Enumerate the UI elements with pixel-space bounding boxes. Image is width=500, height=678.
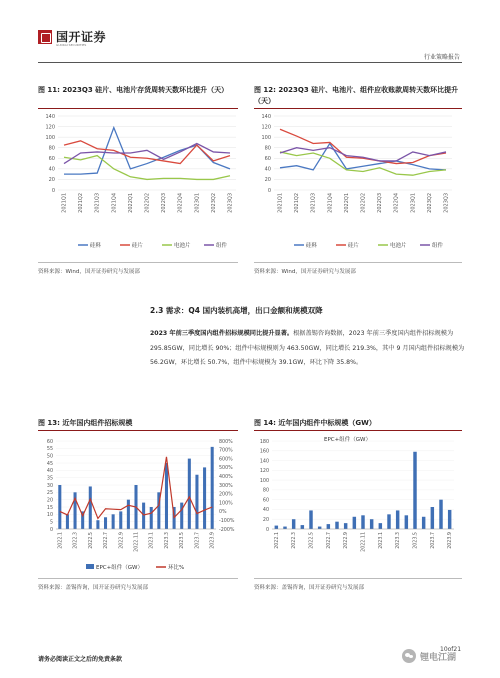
header-divider: [38, 62, 462, 63]
footer-disclaimer: 请务必阅读正文之后的免责条款: [38, 656, 123, 663]
fig13-bar: [150, 507, 153, 529]
fig13-xtick-label: 2023.5: [180, 532, 186, 549]
fig12-legend-label: 电池片: [390, 243, 407, 249]
fig11-xtick-label: 2021Q4: [111, 193, 118, 213]
fig12-title-number: 图 12:: [254, 86, 276, 94]
fig11-xtick-label: 2021Q2: [78, 193, 85, 213]
fig14-bar: [448, 510, 451, 529]
fig14-bar: [413, 452, 416, 529]
fig11-xtick-label: 2021Q1: [61, 193, 68, 213]
fig13-ytick-label: 0: [49, 527, 53, 533]
fig11-title-number: 图 11:: [38, 86, 60, 94]
fig12-ytick-label: 60: [264, 156, 271, 163]
fig12-series-line-2: [280, 152, 446, 175]
fig14-xtick-label: 2022.5: [309, 532, 315, 549]
fig14-bar: [387, 514, 390, 529]
fig11-legend-label: 硅料: [90, 243, 102, 249]
fig12-source: 资料来源：Wind，国开证券研究与发展部: [254, 269, 356, 275]
fig13-y2tick-label: 500%: [219, 466, 233, 472]
fig13-bar: [96, 520, 99, 529]
fig14-xtick-label: 2023.5: [413, 532, 419, 549]
fig13-xtick-label: 2022.7: [104, 532, 110, 549]
fig14-bottom-rule: [254, 578, 462, 579]
fig12-legend-label: 硅片: [348, 243, 360, 249]
fig13-bar: [66, 514, 69, 529]
fig12-ytick-label: 120: [261, 124, 271, 131]
fig13-legend-label: 环比%: [168, 564, 185, 571]
fig11-source: 资料来源：Wind，国开证券研究与发展部: [38, 269, 140, 275]
fig13-xtick-label: 2023.7: [195, 532, 201, 549]
fig13-xtick-label: 2022.9: [119, 532, 125, 549]
fig14-title-number: 图 14:: [254, 419, 276, 427]
report-type: 行业策略报告: [423, 54, 460, 61]
fig11-title-rule: [38, 108, 238, 109]
fig13-bar: [119, 511, 122, 529]
fig13-xtick-label: 2022.1: [58, 532, 64, 549]
fig14-ytick-label: 80: [262, 488, 269, 494]
fig13-ytick-label: 35: [46, 476, 53, 482]
fig11-title-text: 2023Q3 硅片、电池片存货周转天数环比提升（天）: [62, 86, 229, 94]
fig14-bar: [318, 527, 321, 529]
fig14-bar: [439, 500, 442, 529]
fig14-title-rule: [254, 430, 462, 431]
fig14-xtick-label: 2022.7: [326, 532, 332, 549]
paragraph-body: 根据盖锡咨询数据，2023 年前三季度国内组件招标规模为 295.85GW，同比增长 90%；组件中标规模则为 463.50GW，同比增长 219.3%，其中 9 月国内组件招标规模为 56.2GW，环比增长 50.7%，组件中标规模为 39.1GW，环比下降 35.8%。: [150, 330, 465, 366]
fig12-ytick-label: 100: [261, 134, 271, 141]
fig11-ytick-label: 140: [45, 113, 55, 120]
fig12-xtick-label: 2021Q3: [310, 193, 317, 213]
fig14-bar: [396, 510, 399, 529]
fig14-bar: [283, 527, 286, 529]
fig11-xtick-label: 2023Q1: [194, 193, 201, 213]
fig11-ytick-label: 0: [51, 187, 55, 194]
fig11-legend-label: 电池片: [174, 243, 191, 249]
fig14-xtick-label: 2022.9: [344, 532, 350, 549]
fig13-y2tick-label: 400%: [219, 475, 233, 480]
fig14-ytick-label: 40: [262, 508, 269, 514]
fig13-bar: [211, 447, 214, 529]
fig13-ytick-label: 30: [46, 483, 53, 489]
fig12-xtick-label: 2023Q1: [410, 193, 417, 213]
fig12-bottom-rule: [254, 262, 462, 263]
brand-name: 国开证券: [56, 30, 107, 44]
fig14-bar: [405, 515, 408, 529]
page-number: 10of21: [440, 646, 462, 653]
fig11-title: [38, 85, 238, 96]
fig14-bar: [344, 523, 347, 529]
fig12-ytick-label: 0: [267, 187, 271, 194]
fig14-ytick-label: 100: [259, 478, 269, 484]
fig13-title-rule: [38, 430, 238, 431]
brand-subtitle: GUOKAI SECURITIES: [56, 43, 87, 47]
fig13-bar: [58, 485, 61, 529]
wechat-icon: [402, 649, 416, 663]
fig12-xtick-label: 2022Q3: [377, 193, 384, 213]
fig13-xtick-label: 2022.11: [134, 532, 140, 552]
fig12-ytick-label: 40: [264, 166, 271, 173]
page-header: [0, 0, 500, 62]
fig12-xtick-label: 2022Q1: [343, 193, 350, 213]
fig14-ytick-label: 180: [259, 439, 269, 445]
fig12-title: [254, 85, 464, 107]
fig13-ytick-label: 20: [46, 498, 53, 504]
fig13-xtick-label: 2022.5: [88, 532, 94, 549]
fig11-series-line-2: [64, 156, 230, 180]
fig13-title: [38, 418, 238, 429]
fig14-bar: [361, 515, 364, 529]
fig13-bar: [104, 517, 107, 529]
fig11-chart: [38, 110, 243, 260]
fig13-bar: [127, 500, 130, 529]
fig13-y2tick-label: 100%: [219, 501, 233, 507]
fig13-y2tick-label: 600%: [219, 457, 233, 463]
fig14-bar: [309, 510, 312, 529]
fig12-ytick-label: 20: [264, 177, 271, 184]
fig14-title: [254, 418, 462, 429]
fig14-ytick-label: 140: [259, 459, 269, 465]
fig14-bar: [422, 517, 425, 529]
fig14-chart: [254, 433, 464, 575]
section-heading: 2.3 需求：Q4 国内装机高增，出口金额和规模双降: [150, 306, 323, 315]
fig13-bar: [142, 503, 145, 529]
fig11-ytick-label: 120: [45, 124, 55, 131]
fig13-ytick-label: 5: [49, 520, 53, 526]
fig12-xtick-label: 2021Q1: [277, 193, 284, 213]
fig13-y2tick-label: 0%: [219, 510, 227, 516]
fig11-ytick-label: 20: [48, 177, 55, 184]
fig14-source: 资料来源：盖锡咨询，国开证券研究与发展部: [254, 585, 365, 591]
fig11-xtick-label: 2022Q2: [144, 193, 151, 213]
fig14-bar: [301, 525, 304, 529]
fig13-ytick-label: 60: [46, 439, 53, 445]
fig11-ytick-label: 60: [48, 156, 55, 163]
fig14-ytick-label: 0: [265, 527, 269, 533]
fig11-bottom-rule: [38, 262, 238, 263]
paragraph-lead: 2023 年前三季度国内组件招标规模同比提升显著。: [150, 330, 294, 337]
fig11-legend-label: 硅片: [132, 243, 144, 249]
fig13-title-number: 图 13:: [38, 419, 60, 427]
fig12-xtick-label: 2023Q2: [426, 193, 433, 213]
fig13-y2tick-label: 700%: [219, 448, 233, 454]
fig11-ytick-label: 80: [48, 145, 55, 152]
fig13-legend-swatch: [86, 564, 94, 569]
watermark: [402, 648, 482, 664]
fig14-bar: [370, 519, 373, 529]
fig14-bar: [379, 523, 382, 529]
fig12-title-text: 2023Q3 硅片、电池片、组件应收账款周转天数环比提升（天）: [254, 86, 459, 105]
fig14-xtick-label: 2023.3: [396, 532, 402, 549]
fig14-xtick-label: 2023.9: [448, 532, 454, 549]
fig14-bar: [431, 507, 434, 529]
fig14-legend-label: EPC+组件（GW）: [324, 437, 371, 443]
fig13-bar: [180, 503, 183, 529]
fig13-xtick-label: 2023.1: [149, 532, 155, 549]
fig13-xtick-label: 2023.9: [210, 532, 216, 549]
fig13-ytick-label: 15: [46, 505, 53, 511]
fig13-y2tick-label: 300%: [219, 483, 233, 489]
fig13-y2tick-label: -100%: [219, 519, 235, 524]
fig11-legend-label: 组件: [216, 243, 228, 249]
fig14-xtick-label: 2022.3: [292, 532, 298, 549]
fig14-xtick-label: 2023.7: [430, 532, 436, 549]
fig13-bar: [89, 486, 92, 529]
fig13-bar: [112, 514, 115, 529]
fig14-bar: [327, 524, 330, 529]
fig13-ytick-label: 55: [46, 447, 53, 453]
fig13-bar: [165, 463, 168, 529]
fig13-y2tick-label: 200%: [219, 492, 233, 498]
fig11-xtick-label: 2022Q4: [177, 193, 184, 213]
fig13-ytick-label: 25: [46, 491, 53, 497]
fig12-xtick-label: 2022Q4: [393, 193, 400, 213]
watermark-text: 锂电江湖: [420, 652, 457, 663]
fig13-bottom-rule: [38, 578, 238, 579]
fig13-xtick-label: 2023.3: [164, 532, 170, 549]
fig13-ytick-label: 45: [46, 461, 53, 467]
fig14-ytick-label: 60: [262, 498, 269, 504]
fig11-xtick-label: 2021Q3: [94, 193, 101, 213]
fig13-y2tick-label: 800%: [219, 439, 233, 445]
body-paragraph: [150, 327, 468, 371]
fig13-ytick-label: 40: [46, 469, 53, 475]
fig12-ytick-label: 80: [264, 145, 271, 152]
fig13-chart: [38, 433, 243, 575]
fig13-xtick-label: 2022.3: [73, 532, 79, 549]
fig14-xtick-label: 2022.11: [361, 532, 367, 552]
fig12-title-rule: [254, 108, 462, 109]
fig14-xtick-label: 2022.1: [274, 532, 280, 549]
fig12-xtick-label: 2022Q2: [360, 193, 367, 213]
fig12-xtick-label: 2021Q4: [327, 193, 334, 213]
fig13-source: 资料来源：盖锡咨询，国开证券研究与发展部: [38, 585, 149, 591]
fig14-bar: [335, 522, 338, 529]
fig13-ytick-label: 50: [46, 454, 53, 460]
fig14-xtick-label: 2023.1: [378, 532, 384, 549]
fig11-xtick-label: 2022Q1: [127, 193, 134, 213]
fig13-bar: [203, 467, 206, 529]
fig14-bar: [292, 519, 295, 529]
fig12-xtick-label: 2023Q3: [443, 193, 450, 213]
fig11-xtick-label: 2023Q3: [227, 193, 234, 213]
fig14-ytick-label: 160: [259, 449, 269, 455]
fig14-ytick-label: 20: [262, 518, 269, 524]
fig11-xtick-label: 2023Q2: [210, 193, 217, 213]
fig11-ytick-label: 100: [45, 134, 55, 141]
fig13-bar: [195, 475, 198, 529]
fig14-bar: [353, 517, 356, 529]
fig12-ytick-label: 140: [261, 113, 271, 120]
fig12-chart: [254, 110, 464, 260]
fig12-legend-label: 组件: [432, 243, 444, 249]
fig11-xtick-label: 2022Q3: [161, 193, 168, 213]
fig13-ytick-label: 10: [46, 513, 53, 519]
fig11-ytick-label: 40: [48, 166, 55, 173]
fig12-xtick-label: 2021Q2: [294, 193, 301, 213]
fig13-bar: [188, 459, 191, 529]
brand-logo-icon: [38, 30, 52, 44]
fig12-legend-label: 硅料: [306, 243, 318, 249]
fig14-title-text: 近年国内组件中标规模（GW）: [278, 419, 376, 427]
fig13-y2tick-label: -200%: [219, 527, 235, 533]
fig13-title-text: 近年国内组件招标规模: [62, 419, 133, 427]
fig14-ytick-label: 120: [259, 469, 269, 475]
fig13-legend-label: EPC+组件（GW）: [96, 564, 143, 571]
fig14-bar: [275, 526, 278, 529]
